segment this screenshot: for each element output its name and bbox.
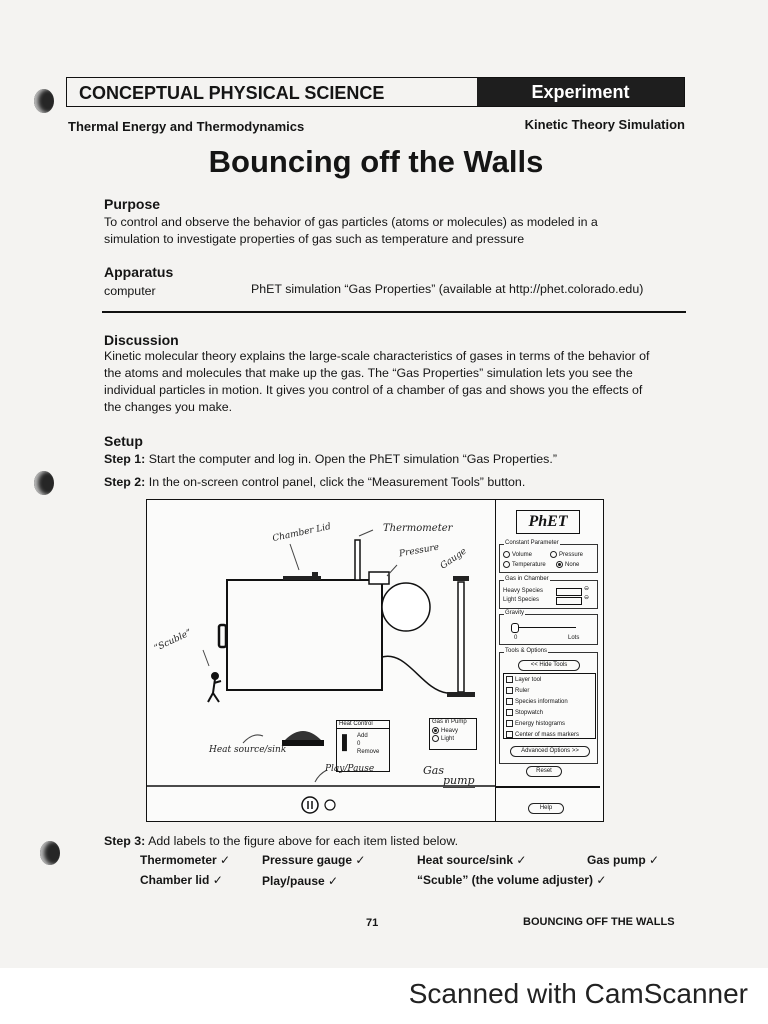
checkbox-icon[interactable] <box>506 709 513 716</box>
step-label: Step 1: <box>104 452 146 466</box>
thermometer-icon <box>355 540 360 580</box>
hide-tools-button[interactable]: << Hide Tools <box>518 660 580 671</box>
group-title: Gravity <box>505 610 525 616</box>
light-species-label: Light Species <box>503 597 540 603</box>
option-label: Volume <box>512 552 533 559</box>
label-chamber-lid: Chamber Lid <box>271 521 332 545</box>
checkbox-icon[interactable] <box>506 687 513 694</box>
pump-hose <box>382 656 459 693</box>
step-text: In the on-screen control panel, click the “Measurement Tools” button. <box>148 475 526 489</box>
option-label: Light <box>441 736 455 743</box>
annotation-arrow <box>387 565 397 576</box>
gas-chamber <box>227 580 382 690</box>
heat-slider-icon[interactable]: ▌ <box>342 734 352 750</box>
binder-hole <box>34 471 54 495</box>
step-label: Step 3: <box>104 834 146 848</box>
page-title: Bouncing off the Walls <box>208 144 544 179</box>
footer-title: BOUNCING OFF THE WALLS <box>523 916 675 928</box>
step-text: Start the computer and log in. Open the PhET simulation “Gas Properties.” <box>148 452 557 466</box>
constant-parameter-group <box>499 540 598 573</box>
option-label: Heavy <box>441 728 459 735</box>
light-species-input[interactable] <box>556 597 582 605</box>
option-label: None <box>565 562 580 569</box>
label-heat-source: Heat source/sink <box>209 745 287 755</box>
tool-label: Center of mass markers <box>515 732 580 739</box>
pump-base <box>447 692 475 697</box>
course-title: CONCEPTUAL PHYSICAL SCIENCE <box>79 83 385 103</box>
discussion-line: Kinetic molecular theory explains the large-scale characteristics of gases in terms of the behavior of <box>104 349 650 363</box>
checkbox-icon[interactable] <box>506 720 513 727</box>
group-title: Gas in Chamber <box>505 576 549 582</box>
simulation-title: Kinetic Theory Simulation <box>524 117 685 132</box>
checkbox-icon[interactable] <box>506 698 513 705</box>
header-bar <box>66 77 685 107</box>
gravity-min-label: 0 <box>514 635 518 641</box>
heat-control-label: Heat Control <box>337 721 389 729</box>
tool-label: Layer tool <box>515 677 542 684</box>
gas-in-pump-box <box>429 718 477 750</box>
item-label: Heat source/sink <box>417 853 514 867</box>
gas-pump-icon <box>458 582 464 692</box>
tool-layer[interactable] <box>506 676 593 684</box>
gravity-max-label: Lots <box>568 635 580 641</box>
pump-light-option[interactable] <box>430 735 476 743</box>
setup-step1 <box>104 451 557 468</box>
page-number: 71 <box>366 917 379 929</box>
light-spinner-icon[interactable]: ⊖ <box>584 595 590 601</box>
item-label: “Scuble” (the volume adjuster) <box>417 873 594 887</box>
lid-handle <box>312 572 318 577</box>
reset-button[interactable]: Reset <box>526 766 562 777</box>
radio-icon[interactable] <box>432 735 439 742</box>
tool-center-of-mass[interactable] <box>506 731 593 739</box>
checklist-item: Chamber lid ✓ <box>140 873 223 887</box>
discussion-heading: Discussion <box>104 332 179 348</box>
apparatus-item: PhET simulation “Gas Properties” (available at http://phet.colorado.edu) <box>251 282 644 296</box>
checklist-item: Play/pause ✓ <box>262 874 339 888</box>
checkbox-icon[interactable] <box>506 676 513 683</box>
heat-source-icon <box>285 731 321 740</box>
discussion-text <box>104 348 649 416</box>
item-label: Pressure gauge <box>262 853 353 867</box>
item-label: Chamber lid <box>140 873 210 887</box>
annotation-arrow <box>359 530 373 536</box>
label-gas: Gas <box>423 764 444 777</box>
heavy-spinner-icon[interactable]: ⊖ <box>584 586 590 592</box>
purpose-line: simulation to investigate properties of gas such as temperature and pressure <box>104 232 525 246</box>
gauge-connector <box>369 572 389 584</box>
apparatus-item: computer <box>104 284 156 298</box>
apparatus-heading: Apparatus <box>104 264 174 280</box>
tool-label: Ruler <box>515 688 530 695</box>
checklist-item: Heat source/sink ✓ <box>417 853 527 867</box>
pause-button-icon[interactable] <box>302 797 318 813</box>
option-label: Pressure <box>559 552 584 559</box>
purpose-heading: Purpose <box>104 196 161 212</box>
heat-zero-label: 0 <box>357 741 361 747</box>
help-button[interactable]: Help <box>528 803 564 814</box>
tool-label: Species information <box>515 699 568 706</box>
heavy-species-input[interactable] <box>556 588 582 596</box>
pump-heavy-option[interactable] <box>430 727 476 735</box>
gas-in-chamber-group <box>499 576 598 609</box>
item-label: Play/pause <box>262 874 325 888</box>
heat-remove-label: Remove <box>357 749 380 755</box>
label-play-pause: Play/Pause <box>325 764 375 774</box>
label-gauge: Gauge <box>438 546 469 572</box>
radio-icon[interactable] <box>550 551 557 558</box>
radio-icon[interactable] <box>432 727 439 734</box>
group-title: Constant Parameter <box>505 540 559 546</box>
volume-adjuster-handle <box>219 625 226 647</box>
checklist-item: “Scuble” (the volume adjuster) ✓ <box>417 873 607 887</box>
radio-icon[interactable] <box>503 561 510 568</box>
group-title: Tools & Options <box>505 648 548 654</box>
advanced-options-button[interactable]: Advanced Options >> <box>510 746 590 757</box>
item-label: Gas pump <box>587 853 646 867</box>
panel-divider <box>496 786 600 788</box>
annotation-arrow <box>290 544 299 570</box>
tool-label: Stopwatch <box>515 710 544 717</box>
tools-options-group <box>499 648 598 764</box>
gravity-group <box>499 610 598 645</box>
scuble-figure-icon <box>208 673 221 702</box>
tool-ruler[interactable] <box>506 687 593 695</box>
checklist-item: Pressure gauge ✓ <box>262 853 366 867</box>
option-label: Temperature <box>512 562 546 569</box>
checkbox-icon[interactable] <box>506 731 513 738</box>
cp-pressure-option[interactable] <box>550 551 583 559</box>
setup-step2 <box>104 474 525 491</box>
annotation-arrow <box>203 650 209 666</box>
label-thermometer: Thermometer <box>383 523 453 534</box>
tool-stopwatch[interactable] <box>506 709 593 717</box>
watermark-text: Scanned with CamScanner <box>408 978 748 1009</box>
radio-icon[interactable] <box>556 561 563 568</box>
phet-logo: PhET <box>516 510 580 534</box>
pressure-gauge-icon <box>382 583 430 631</box>
binder-hole <box>40 841 60 865</box>
purpose-line: To control and observe the behavior of gas particles (atoms or molecules) as modeled in a <box>104 215 598 229</box>
gravity-slider[interactable] <box>514 627 576 628</box>
cp-none-option[interactable] <box>556 561 579 569</box>
label-pressure: Pressure <box>398 542 440 560</box>
section-divider <box>102 311 686 313</box>
heavy-species-label: Heavy Species <box>503 588 544 594</box>
discussion-line: the changes you make. <box>104 400 233 414</box>
step-label: Step 2: <box>104 475 146 489</box>
gravity-slider-thumb[interactable] <box>511 623 519 633</box>
binder-hole <box>34 89 54 113</box>
experiment-tag: Experiment <box>477 78 684 106</box>
unit-title: Thermal Energy and Thermodynamics <box>68 119 305 134</box>
cp-volume-option[interactable] <box>503 551 532 559</box>
tools-list <box>503 673 596 739</box>
gas-in-pump-label: Gas in Pump <box>432 719 467 725</box>
tool-histograms[interactable] <box>506 720 593 728</box>
checklist-item: Gas pump ✓ <box>587 853 660 867</box>
discussion-line: individual particles in motion. It gives you control of a chamber of gas and shows you the effects of <box>104 383 643 397</box>
simulation-screenshot <box>146 499 604 822</box>
label-scuble: “Scuble” <box>152 627 194 655</box>
pump-handle <box>453 576 469 581</box>
tool-species-info[interactable] <box>506 698 593 706</box>
setup-heading: Setup <box>104 433 143 449</box>
annotation-arrow <box>243 735 263 743</box>
control-panel <box>495 500 602 821</box>
cp-temperature-option[interactable] <box>503 561 546 569</box>
discussion-line: the atoms and molecules that make up the gas. The “Gas Properties” simulation lets you see the <box>104 366 633 380</box>
step3-instruction <box>104 833 458 850</box>
step-button-icon[interactable] <box>325 800 335 810</box>
heat-add-label: Add <box>357 733 368 739</box>
heat-source-base <box>282 740 324 746</box>
checklist-item: Thermometer ✓ <box>140 853 231 867</box>
tool-label: Energy histograms <box>515 721 566 728</box>
step-text: Add labels to the figure above for each item listed below. <box>148 834 459 848</box>
purpose-text <box>104 214 598 248</box>
label-pump: pump <box>443 774 475 787</box>
item-label: Thermometer <box>140 853 217 867</box>
radio-icon[interactable] <box>503 551 510 558</box>
